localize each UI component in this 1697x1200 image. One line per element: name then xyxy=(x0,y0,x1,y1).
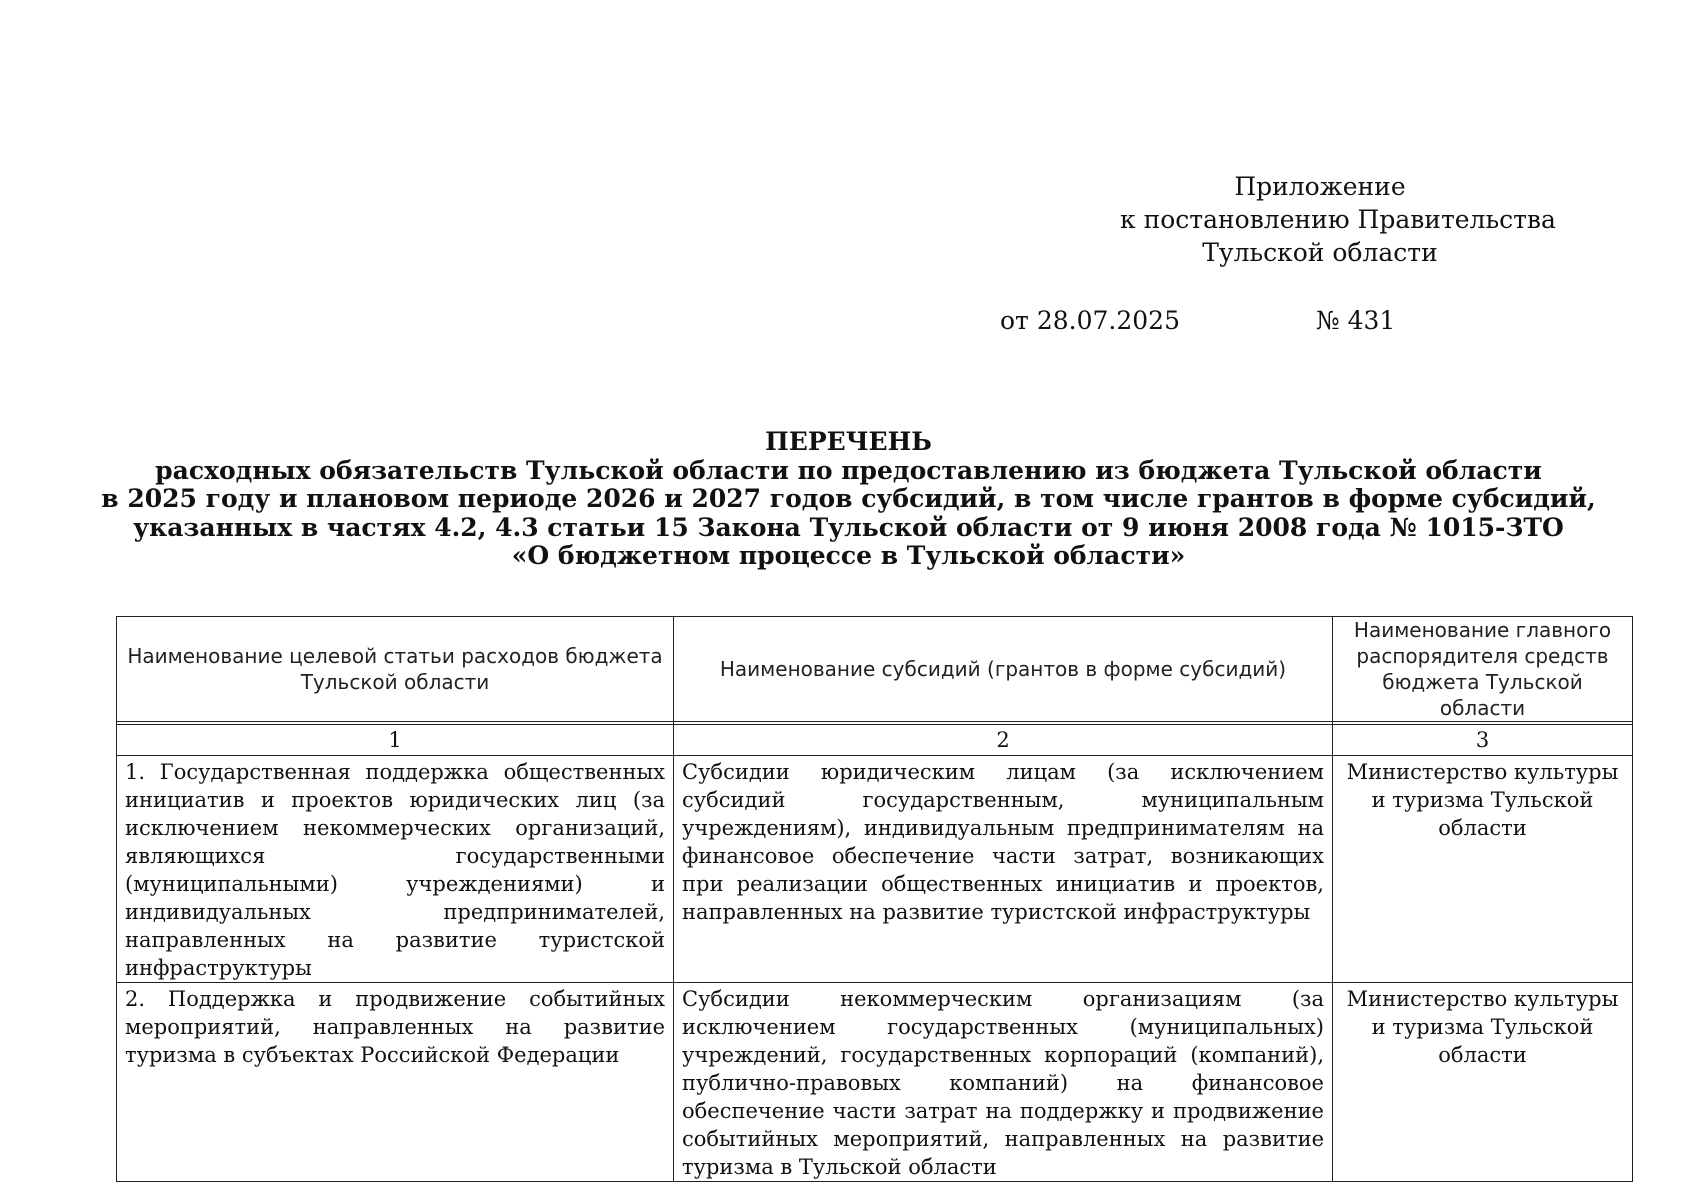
appendix-block xyxy=(1120,170,1556,269)
table-header-row xyxy=(117,617,1633,722)
title-line: указанных в частях 4.2, 4.3 статьи 15 Закона Тульской области от 9 июня 2008 года № 1015-ЗТО xyxy=(133,512,1564,542)
cell-administrator: Министерство культуры и туризма Тульской области xyxy=(1333,983,1633,1182)
title-line: расходных обязательств Тульской области по предоставлению из бюджета Тульской области xyxy=(155,455,1542,485)
resolution-number: № 431 xyxy=(1316,306,1396,335)
column-numbers-row xyxy=(117,725,1633,756)
document-title xyxy=(100,428,1597,571)
column-header-administrator: Наименование главного распорядителя средств бюджета Тульской области xyxy=(1333,617,1633,722)
obligations-table xyxy=(116,616,1633,1182)
column-header-article: Наименование целевой статьи расходов бюджета Тульской области xyxy=(117,617,674,722)
table-row xyxy=(117,983,1633,1182)
title-line: «О бюджетном процессе в Тульской области» xyxy=(511,541,1186,570)
appendix-line: Тульской области xyxy=(1202,238,1438,267)
column-number: 1 xyxy=(117,725,674,756)
appendix-line: Приложение xyxy=(1234,172,1406,201)
cell-administrator: Министерство культуры и туризма Тульской области xyxy=(1333,756,1633,983)
table-row xyxy=(117,756,1633,983)
cell-article: 2. Поддержка и продвижение событийных мероприятий, направленных на развитие туризма в субъектах Российской Федерации xyxy=(117,983,674,1182)
title-heading: ПЕРЕЧЕНЬ xyxy=(765,427,932,456)
cell-subsidy: Субсидии юридическим лицам (за исключением субсидий государственным, муниципальным учреждениям), индивидуальным предпринимателям на финансовое обеспечение части затрат, возникающих при реализации общественных инициатив и проектов, направленных на развитие туристской инфраструктуры xyxy=(674,756,1333,983)
column-header-subsidy: Наименование субсидий (грантов в форме субсидий) xyxy=(674,617,1333,722)
appendix-line: к постановлению Правительства xyxy=(1120,205,1556,234)
column-number: 3 xyxy=(1333,725,1633,756)
cell-article: 1. Государственная поддержка общественных инициатив и проектов юридических лиц (за исключением некоммерческих организаций, являющихся государственными (муниципальными) учреждениями) и индивидуальных предпринимателей, направленных на развитие туристской инфраструктуры xyxy=(117,756,674,983)
cell-subsidy: Субсидии некоммерческим организациям (за исключением государственных (муниципальных) учреждений, государственных корпораций (компаний), публично-правовых компаний) на финансовое обеспечение части затрат на поддержку и продвижение событийных мероприятий, направленных на развитие туризма в Тульской области xyxy=(674,983,1333,1182)
column-number: 2 xyxy=(674,725,1333,756)
resolution-date: от 28.07.2025 xyxy=(1000,306,1180,335)
title-line: в 2025 году и плановом периоде 2026 и 2027 годов субсидий, в том числе грантов в форме субсидий, xyxy=(101,484,1596,513)
